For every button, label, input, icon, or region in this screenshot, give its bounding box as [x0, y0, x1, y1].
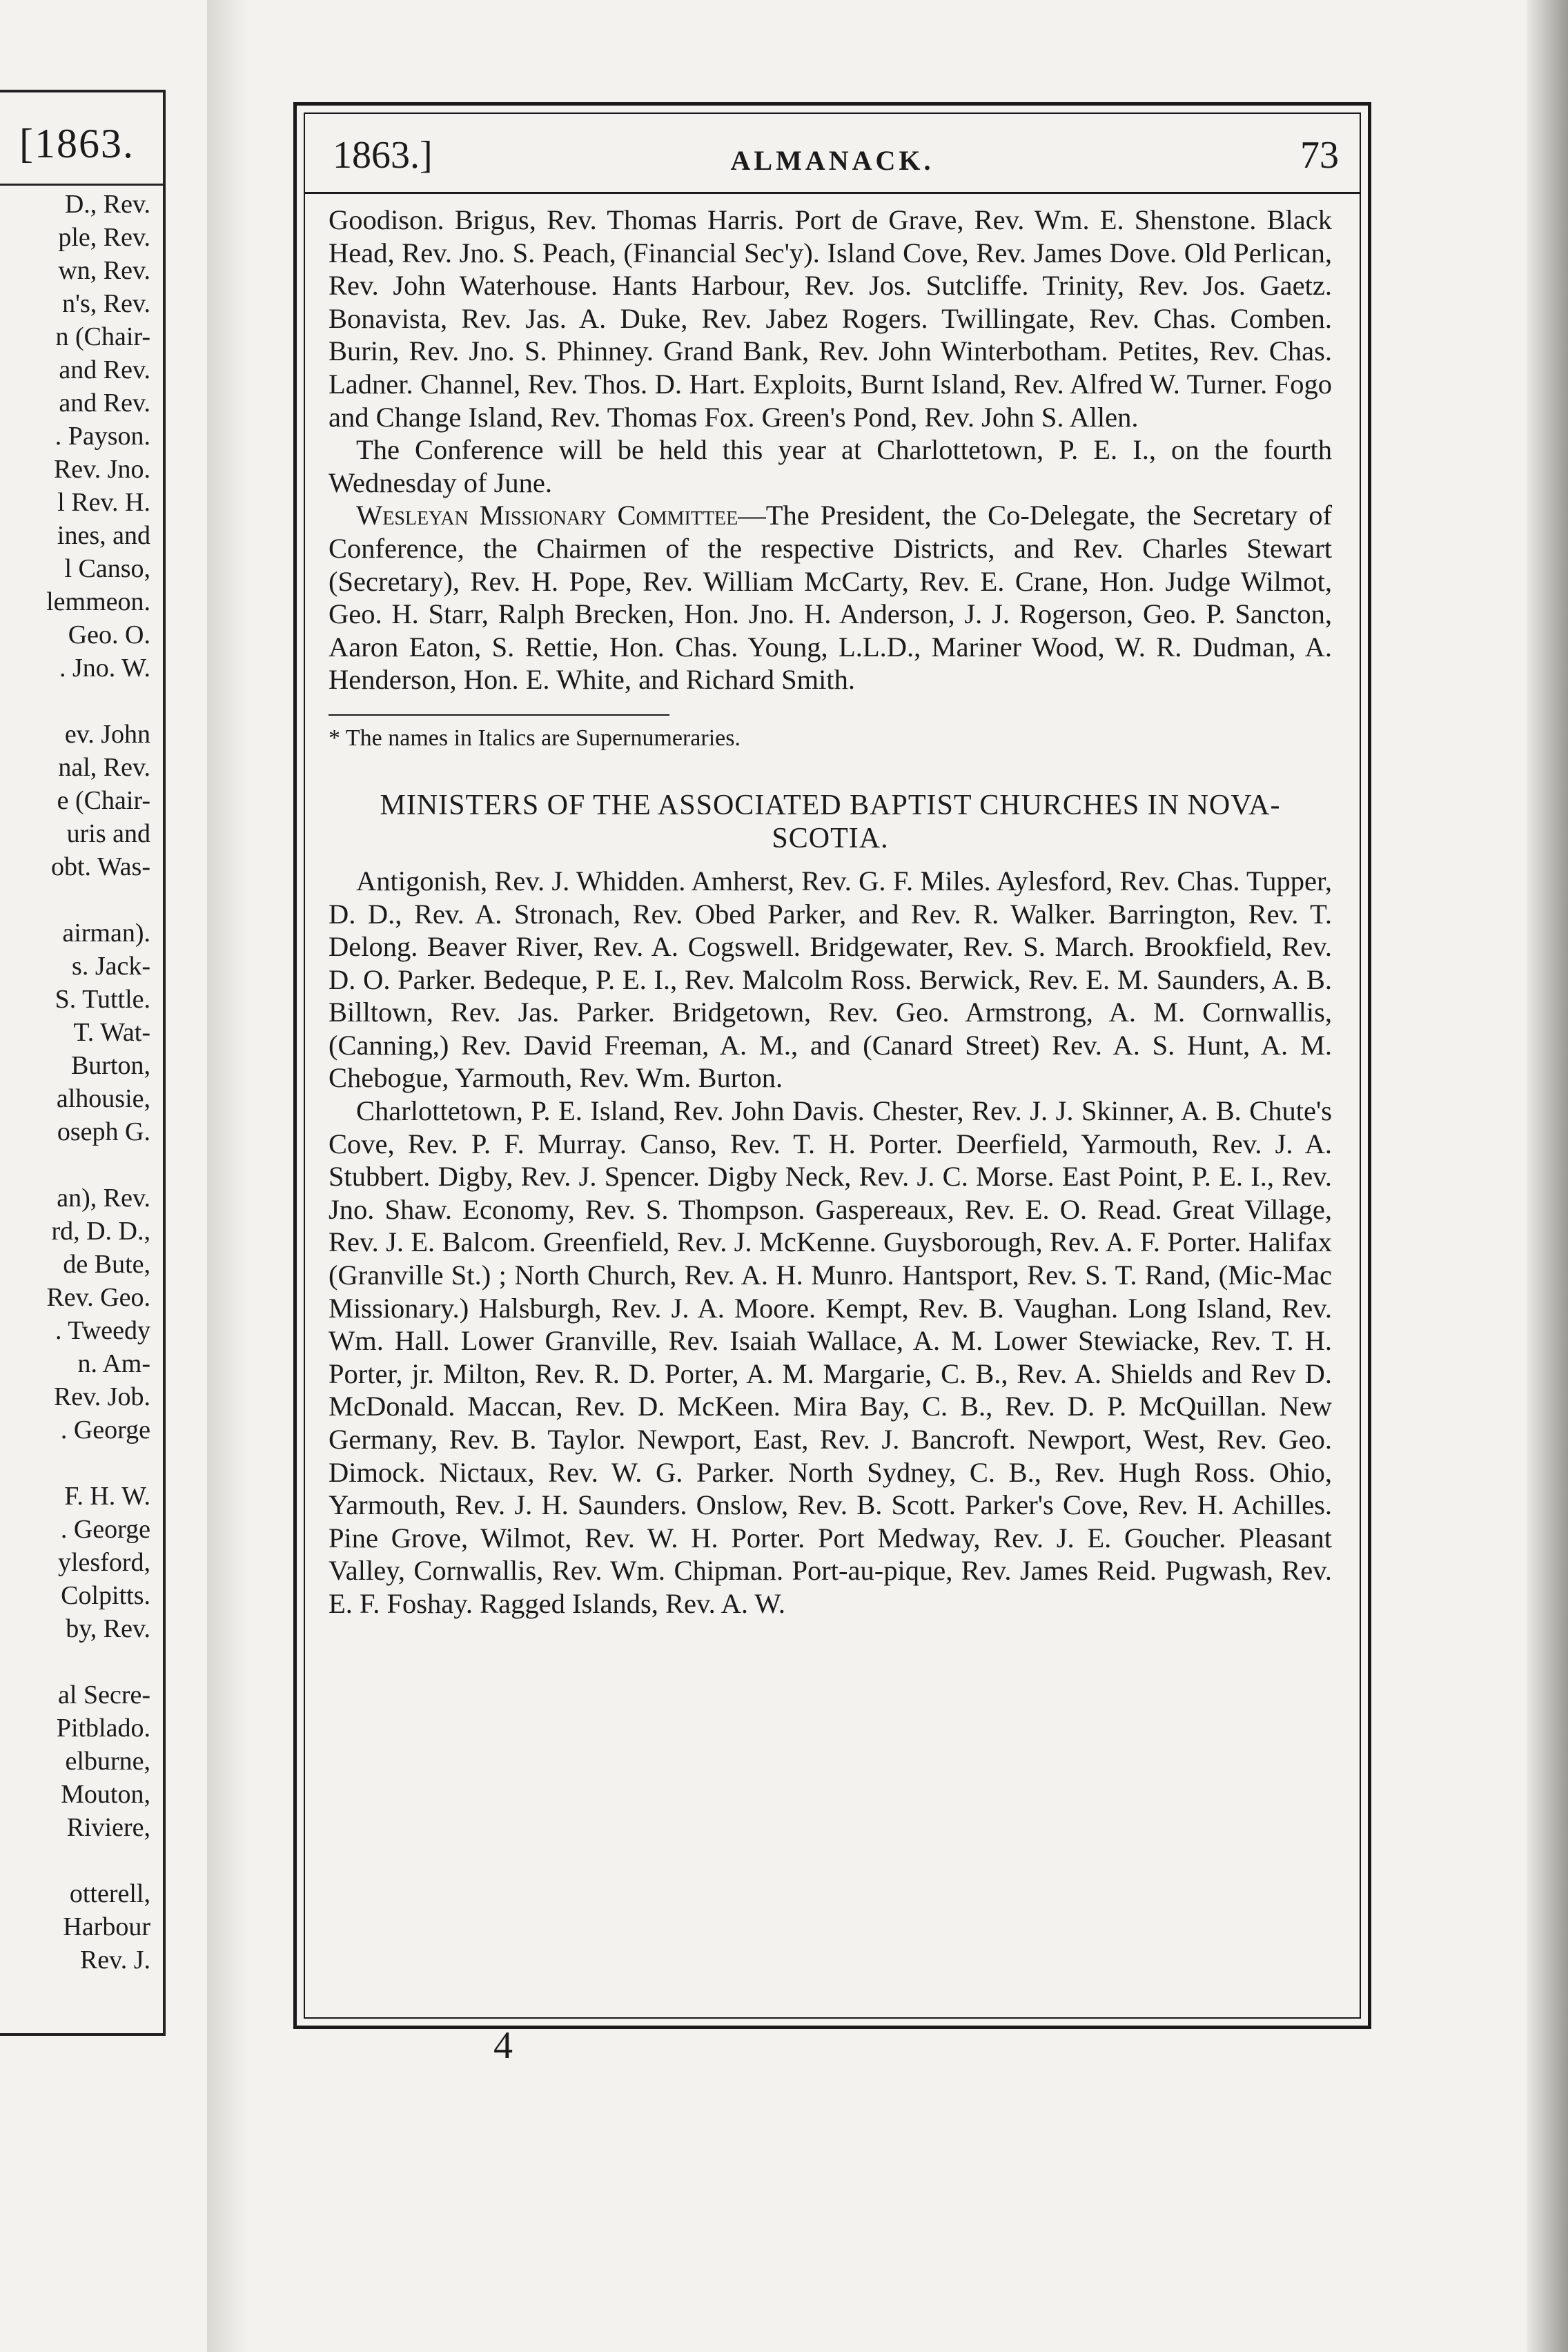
facing-page-line: Geo. O. [68, 620, 150, 649]
facing-page-line: e (Chair- [57, 786, 150, 815]
facing-page-line: an), Rev. [57, 1184, 150, 1213]
facing-page-line: de Bute, [63, 1250, 150, 1279]
facing-page-line: elburne, [65, 1747, 150, 1776]
facing-page-line: ylesford, [57, 1548, 150, 1577]
facing-page-line: Rev. Jno. [53, 455, 150, 484]
facing-page-line: airman). [62, 919, 150, 948]
facing-page-line: Harbour [63, 1912, 150, 1941]
facing-page-line: . Tweedy [55, 1316, 150, 1345]
footnote: * The names in Italics are Supernumeraries. [329, 725, 741, 751]
facing-page-line: by, Rev. [66, 1614, 150, 1643]
facing-page-line: wn, Rev. [58, 256, 150, 285]
running-header [319, 128, 1346, 190]
header-title: ALMANACK. [730, 145, 934, 176]
facing-page-line [0, 1447, 150, 1480]
facing-page-line: oseph G. [57, 1117, 150, 1146]
facing-page-line [0, 883, 150, 917]
facing-page-line: F. H. W. [64, 1482, 150, 1511]
facing-page-line: Mouton, [61, 1780, 150, 1809]
committee-label: Wesleyan Missionary Committee [356, 500, 738, 531]
facing-page-line: Riviere, [66, 1813, 150, 1842]
header-rule [305, 192, 1360, 194]
committee-members: —The President, the Co-Delegate, the Secretary of Conference, the Chairmen of the respective Districts, and Rev. Charles Stewart (Secretary), Rev. H. Pope, Rev. William McCarty, Rev. E. Crane, Hon. Judge Wilmot, Geo. H. Starr, Ralph Brecken, Hon. Jno. H. Anderson, J. J. Rogerson, Geo. P. Sancton, Aaron Eaton, S. Rettie, Hon. Chas. Young, L.L.D., Mariner Wood, W. R. Dudman, A. Henderson, Hon. E. White, and Richard Smith. [329, 500, 1332, 696]
facing-page-line [0, 1844, 150, 1877]
baptist-ministers-paragraph-1: Antigonish, Rev. J. Whidden. Amherst, Rev. G. F. Miles. Aylesford, Rev. Chas. Tupper, D. D., Rev. A. Stronach, Rev. Obed Parker, and Rev. R. Walker. Barrington, Rev. T. Delong. Beaver River, Rev. A. Cogswell. Bridgewater, Rev. S. March. Brookfield, Rev. D. O. Parker. Bedeque, P. E. I., Rev. Malcolm Ross. Berwick, Rev. E. M. Saunders, A. B. Billtown, Rev. Jas. Parker. Bridgetown, Rev. Geo. Armstrong, A. M. Cornwallis, (Canning,) Rev. David Freeman, A. M., and (Canard Street) Rev. A. S. Hunt, A. M. Chebogue, Yarmouth, Rev. Wm. Burton. [329, 865, 1332, 1094]
facing-page-fragment [0, 90, 166, 2036]
facing-page-line: ines, and [57, 521, 150, 550]
wesleyan-stations-paragraph: Goodison. Brigus, Rev. Thomas Harris. Port de Grave, Rev. Wm. E. Shenstone. Black Head, Rev. Jno. S. Peach, (Financial Sec'y). Island Cove, Rev. James Dove. Old Perlican, Rev. John Waterhouse. Hants Harbour, Rev. Jos. Sutcliffe. Trinity, Rev. Jos. Gaetz. Bonavista, Rev. Jas. A. Duke, Rev. Jabez Rogers. Twillingate, Rev. Chas. Comben. Burin, Rev. Jno. S. Phinney. Grand Bank, Rev. John Winterbotham. Petites, Rev. Chas. Ladner. Channel, Rev. Thos. D. Hart. Exploits, Burnt Island, Rev. Alfred W. Turner. Fogo and Change Island, Rev. Thomas Fox. Green's Pond, Rev. John S. Allen. [329, 204, 1332, 433]
facing-page-line: . Payson. [55, 422, 150, 451]
facing-page-line: . George [60, 1515, 150, 1544]
facing-page-line: n (Chair- [55, 322, 150, 351]
facing-page-line [0, 1148, 150, 1182]
almanack-page [293, 102, 1371, 2029]
facing-page-line: l Canso, [64, 554, 150, 583]
header-year: 1863.] [333, 134, 433, 177]
facing-page-line [0, 1645, 150, 1678]
page-body [329, 204, 1332, 1620]
page-inner-border [304, 112, 1361, 2019]
facing-page-line: T. Wat- [73, 1018, 150, 1047]
facing-page-line: . Jno. W. [59, 654, 150, 683]
facing-page-line: l Rev. H. [57, 488, 150, 517]
facing-page-line: n's, Rev. [62, 289, 150, 318]
facing-page-header: [1863. [19, 121, 135, 166]
facing-page-line: Rev. Geo. [46, 1283, 150, 1312]
page-edge-shadow [1527, 0, 1568, 2352]
facing-page-line: Rev. Job. [53, 1382, 150, 1411]
facing-page-line: obt. Was- [50, 852, 150, 881]
facing-page-line: s. Jack- [72, 952, 150, 981]
facing-page-line: otterell, [69, 1879, 150, 1908]
facing-page-line: Pitblado. [56, 1714, 150, 1743]
facing-page-line: and Rev. [59, 355, 150, 384]
facing-page-line: nal, Rev. [58, 753, 150, 782]
conference-notice: The Conference will be held this year at Charlottetown, P. E. I., on the fourth Wednesday of June. [329, 434, 1332, 498]
facing-page-line: D., Rev. [64, 190, 150, 219]
baptist-ministers-paragraph-2: Charlottetown, P. E. Island, Rev. John Davis. Chester, Rev. J. J. Skinner, A. B. Chute's Cove, Rev. P. F. Murray. Canso, Rev. T. H. Porter. Deerfield, Yarmouth, Rev. J. A. Stubbert. Digby, Rev. J. Spencer. Digby Neck, Rev. J. C. Morse. East Point, P. E. I., Rev. Jno. Shaw. Economy, Rev. S. Thompson. Gaspereaux, Rev. E. O. Read. Great Village, Rev. J. E. Balcom. Greenfield, Rev. J. McKenne. Guysborough, Rev. A. F. Porter. Halifax (Granville St.) ; North Church, Rev. A. H. Munro. Hantsport, Rev. S. T. Rand, (Mic-Mac Missionary.) Halsburgh, Rev. J. A. Moore. Kempt, Rev. B. Vaughan. Long Island, Rev. Wm. Hall. Lower Granville, Rev. Isaiah Wallace, A. M. Lower Stewiacke, Rev. T. H. Porter, jr. Milton, Rev. R. D. Porter, A. M. Margarie, C. B., Rev. A. Shields and Rev D. McDonald. Maccan, Rev. D. McKeen. Mira Bay, C. B., Rev. D. P. McQuillan. New Germany, Rev. B. Taylor. Newport, East, Rev. J. Bancroft. Newport, West, Rev. Geo. Dimock. Nictaux, Rev. W. G. Parker. North Sydney, C. B., Rev. Hugh Ross. Ohio, Yarmouth, Rev. J. H. Saunders. Onslow, Rev. B. Scott. Parker's Cove, Rev. H. Achilles. Pine Grove, Wilmot, Rev. W. H. Porter. Port Medway, Rev. J. E. Goucher. Pleasant Valley, Cornwallis, Rev. Wm. Chipman. Port-au-pique, Rev. James Reid. Pugwash, Rev. E. F. Foshay. Ragged Islands, Rev. A. W. [329, 1095, 1332, 1619]
facing-page-line: Colpitts. [61, 1581, 150, 1610]
footnote-rule [329, 714, 669, 716]
facing-page-line: rd, D. D., [51, 1217, 150, 1246]
facing-page-line: Burton, [70, 1051, 150, 1080]
facing-page-line: uris and [66, 819, 150, 848]
page-number: 73 [1300, 134, 1339, 177]
facing-page-line: alhousie, [56, 1084, 150, 1113]
facing-page-line: and Rev. [59, 389, 150, 418]
facing-page-line: Rev. J. [79, 1946, 150, 1974]
signature-mark: 4 [493, 2024, 513, 2067]
book-gutter [207, 0, 248, 2352]
facing-page-line: lemmeon. [46, 587, 150, 616]
facing-page-line: S. Tuttle. [55, 985, 150, 1014]
facing-page-line: . George [60, 1415, 150, 1444]
facing-page-line: al Secre- [58, 1680, 150, 1709]
missionary-committee-paragraph [329, 499, 1332, 696]
facing-page-line: ev. John [64, 720, 150, 749]
facing-page-line: n. Am- [77, 1349, 150, 1378]
facing-page-header-rule [0, 184, 163, 186]
facing-page-line [0, 685, 150, 718]
section-title-baptist: MINISTERS OF THE ASSOCIATED BAPTIST CHURCHES IN NOVA-SCOTIA. [380, 789, 1281, 854]
facing-page-text [0, 188, 150, 1977]
facing-page-line: ple, Rev. [58, 223, 150, 252]
